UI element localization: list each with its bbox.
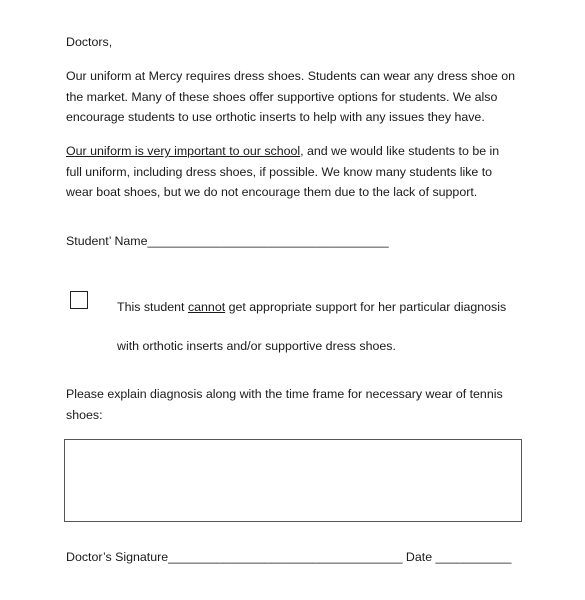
para1-line2: the market. Many of these shoes offer supportive options for students. We also bbox=[66, 90, 498, 104]
student-name-row bbox=[66, 234, 389, 249]
checkbox-statement-line2: with orthotic inserts and/or supportive dress shoes. bbox=[117, 339, 396, 353]
signature-label: Doctor’s Signature bbox=[66, 550, 169, 564]
cannot-underlined: cannot bbox=[187, 300, 226, 314]
explanation-textbox[interactable] bbox=[64, 439, 522, 522]
student-name-label: Student’ Name bbox=[66, 234, 148, 248]
para2-line3: wear boat shoes, but we do not encourage them due to the lack of support. bbox=[66, 185, 478, 199]
para1-line3: encourage students to use orthotic inserts to help with any issues they have. bbox=[66, 110, 485, 124]
para2-line2: full uniform, including dress shoes, if possible. We know many students like to bbox=[66, 165, 493, 179]
date-label: _ Date bbox=[395, 550, 433, 564]
signature-field[interactable]: _________________________________ bbox=[168, 550, 396, 564]
checkbox-statement-line1 bbox=[117, 300, 506, 315]
signature-row bbox=[66, 550, 511, 565]
statement-after: get appropriate support for her particular diagnosis bbox=[225, 300, 507, 314]
explain-prompt-line1: Please explain diagnosis along with the time frame for necessary wear of tennis bbox=[66, 387, 503, 401]
salutation: Doctors, bbox=[66, 35, 113, 49]
para1-line1: Our uniform at Mercy requires dress shoes. Students can wear any dress shoe on bbox=[66, 69, 516, 83]
para2-line1 bbox=[66, 144, 499, 159]
date-field[interactable]: ___________ bbox=[435, 550, 512, 564]
statement-before: This student bbox=[117, 300, 188, 314]
emphasis-underlined: Our uniform is very important to our school bbox=[66, 144, 301, 158]
para2-line1-rest: , and we would like students to be in bbox=[300, 144, 500, 158]
student-name-field[interactable]: ___________________________________ bbox=[147, 234, 389, 248]
explain-prompt-line2: shoes: bbox=[66, 408, 103, 422]
cannot-support-checkbox[interactable] bbox=[70, 291, 88, 309]
